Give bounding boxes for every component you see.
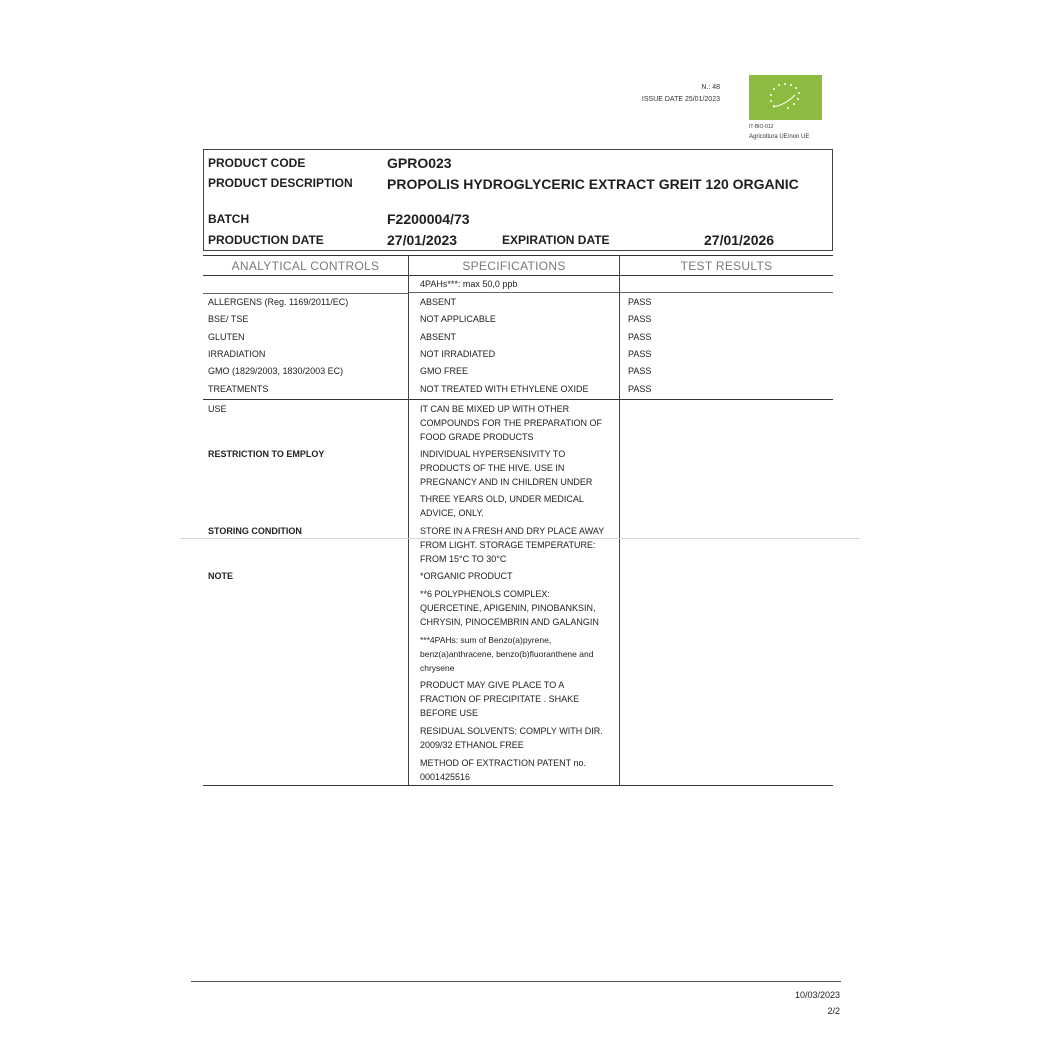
- note-line: QUERCETINE, APIGENIN, PINOBANKSIN,: [420, 603, 596, 613]
- test-result: PASS: [628, 349, 652, 359]
- eu-organic-logo: [749, 75, 822, 120]
- product-code-value: GPRO023: [387, 155, 452, 171]
- test-result: PASS: [628, 366, 652, 376]
- expiration-date-label: EXPIRATION DATE: [502, 233, 610, 247]
- note-precipitate: [420, 678, 579, 720]
- restriction-line: INDIVIDUAL HYPERSENSIVITY TO: [420, 449, 566, 459]
- table-header-rule: [203, 275, 833, 276]
- pahs-specification: 4PAHs***: max 50,0 ppb: [420, 279, 518, 289]
- note-line: METHOD OF EXTRACTION PATENT no.: [420, 758, 587, 768]
- batch-value: F2200004/73: [387, 211, 470, 227]
- note-line: **6 POLYPHENOLS COMPLEX:: [420, 589, 550, 599]
- note-line: CHRYSIN, PINOCEMBRIN AND GALANGIN: [420, 617, 599, 627]
- specification: GMO FREE: [420, 366, 469, 376]
- restriction-line: PREGNANCY AND IN CHILDREN UNDER: [420, 477, 593, 487]
- use-line: FOOD GRADE PRODUCTS: [420, 432, 534, 442]
- control-name: ALLERGENS (Reg. 1169/2011/EC): [208, 297, 349, 307]
- test-result: PASS: [628, 332, 652, 342]
- product-description-label: PRODUCT DESCRIPTION: [208, 176, 353, 190]
- issue-date: ISSUE DATE 25/01/2023: [641, 96, 720, 103]
- organic-logo-caption: Agricoltura UE/non UE: [749, 134, 810, 140]
- specification: ABSENT: [420, 332, 457, 342]
- column-header-test-results: TEST RESULTS: [680, 259, 773, 273]
- note-line: benz(a)anthracene, benzo(b)fluoranthene and: [420, 649, 594, 659]
- restriction-label: RESTRICTION TO EMPLOY: [208, 449, 325, 459]
- production-date-value: 27/01/2023: [387, 232, 458, 248]
- results-section-rule: [203, 399, 833, 400]
- note-patent: [420, 756, 586, 784]
- note-residual-solvents: [420, 724, 603, 752]
- organic-certification-code: IT-BIO-012: [749, 124, 774, 130]
- document-number: N.: 48: [701, 84, 720, 91]
- restriction-line: THREE YEARS OLD, UNDER MEDICAL: [420, 494, 584, 504]
- note-line: chrysene: [420, 663, 455, 673]
- storing-line: FROM LIGHT. STORAGE TEMPERATURE:: [420, 540, 596, 550]
- test-result: PASS: [628, 384, 652, 394]
- use-line: IT CAN BE MIXED UP WITH OTHER: [420, 404, 570, 414]
- note-line: ***4PAHs: sum of Benzo(a)pyrene,: [420, 635, 552, 645]
- specification: NOT TREATED WITH ETHYLENE OXIDE: [420, 384, 589, 394]
- column-header-specifications: SPECIFICATIONS: [462, 259, 566, 273]
- table-bottom-rule: [203, 785, 833, 786]
- product-description-value: PROPOLIS HYDROGLYCERIC EXTRACT GREIT 120 ORGANIC: [387, 176, 799, 192]
- column-header-analytical-controls: ANALYTICAL CONTROLS: [231, 259, 380, 273]
- table-top-rule: [203, 255, 833, 256]
- specification: NOT APPLICABLE: [420, 314, 496, 324]
- note-line: BEFORE USE: [420, 708, 479, 718]
- production-date-label: PRODUCTION DATE: [208, 233, 324, 247]
- storing-line: STORE IN A FRESH AND DRY PLACE AWAY: [420, 526, 605, 536]
- storing-condition-label: STORING CONDITION: [208, 526, 302, 536]
- note-line: FRACTION OF PRECIPITATE . SHAKE: [420, 694, 580, 704]
- specification: ABSENT: [420, 297, 457, 307]
- control-name: TREATMENTS: [208, 384, 269, 394]
- storing-condition-text: [420, 524, 604, 566]
- control-name: GLUTEN: [208, 332, 245, 342]
- control-name: GMO (1829/2003, 1830/2003 EC): [208, 366, 344, 376]
- column-divider-1: [408, 255, 409, 785]
- note-polyphenols: [420, 587, 599, 629]
- batch-label: BATCH: [208, 212, 250, 226]
- note-label: NOTE: [208, 571, 234, 581]
- pahs-row-rule-left: [203, 293, 408, 294]
- pahs-row-rule: [408, 292, 833, 293]
- page-number: 2/2: [827, 1006, 840, 1016]
- note-line: RESIDUAL SOLVENTS: COMPLY WITH DIR.: [420, 726, 603, 736]
- specification: NOT IRRADIATED: [420, 349, 496, 359]
- restriction-line: ADVICE, ONLY.: [420, 508, 484, 518]
- use-text: [420, 402, 602, 444]
- test-result: PASS: [628, 314, 652, 324]
- control-name: BSE/ TSE: [208, 314, 249, 324]
- column-divider-2: [619, 255, 620, 785]
- eu-organic-leaf-icon: [749, 75, 822, 120]
- use-line: COMPOUNDS FOR THE PREPARATION OF: [420, 418, 603, 428]
- use-label: USE: [208, 404, 227, 414]
- storing-line: FROM 15°C TO 30°C: [420, 554, 507, 564]
- control-name: IRRADIATION: [208, 349, 266, 359]
- document-meta: [600, 82, 720, 106]
- note-line: 2009/32 ETHANOL FREE: [420, 740, 524, 750]
- restriction-line: PRODUCTS OF THE HIVE. USE IN: [420, 463, 565, 473]
- footer-date: 10/03/2023: [794, 990, 840, 1000]
- note-line: PRODUCT MAY GIVE PLACE TO A: [420, 680, 565, 690]
- restriction-text: [420, 447, 592, 489]
- product-code-label: PRODUCT CODE: [208, 156, 306, 170]
- footer-rule: [191, 981, 841, 982]
- expiration-date-value: 27/01/2026: [704, 232, 775, 248]
- test-result: PASS: [628, 297, 652, 307]
- note-organic: *ORGANIC PRODUCT: [420, 571, 513, 581]
- note-line: 0001425516: [420, 772, 471, 782]
- restriction-text-continued: [420, 492, 584, 520]
- note-pahs: [420, 633, 593, 675]
